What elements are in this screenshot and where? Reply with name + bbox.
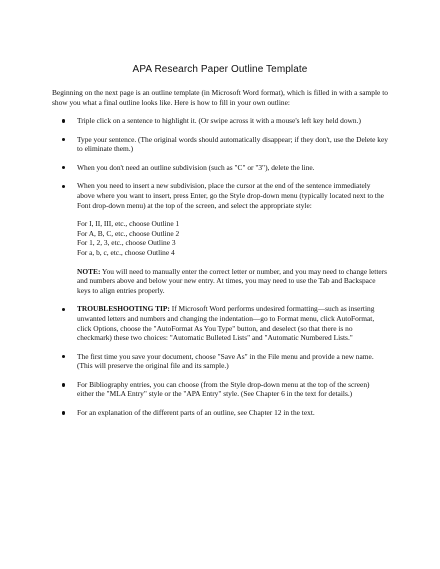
list-item-text: For an explanation of the different parts of an outline, see Chapter 12 in the text.	[77, 408, 315, 418]
list-item-text: The first time you save your document, choose "Save As" in the File menu and provide a new name. (This will preserve the original file and its sample.)	[77, 351, 374, 371]
bullet-icon	[62, 411, 65, 414]
document-title: APA Research Paper Outline Template	[132, 64, 308, 75]
bullet-icon	[62, 383, 65, 386]
bullet-icon	[62, 119, 65, 122]
bullet-icon	[62, 308, 65, 311]
list-item-text: When you need to insert a new subdivision, place the cursor at the end of the sentence immediately above where you want to insert, press Enter, go the Style drop-down menu (typically located next to the Font drop-down menu) at the top of the screen, and select the appropriate style:	[77, 181, 384, 210]
troubleshooting-label: TROUBLESHOOTING TIP:	[77, 304, 170, 314]
list-item	[52, 181, 388, 295]
list-item-text: Triple click on a sentence to highlight it. (Or swipe across it with a mouse's left key held down.)	[77, 116, 361, 125]
outline-choice-list	[77, 219, 388, 257]
list-item-text: For Bibliography entries, you can choose (from the Style drop-down menu at the top of the screen) either the "MLA Entry" style or the "APA Entry" style. (See Chapter 6 in the text for details.)	[77, 379, 370, 399]
list-item-text: Type your sentence. (The original words should automatically disappear; if they don't, use the Delete key to eliminate them.)	[77, 134, 388, 154]
list-item	[52, 163, 388, 173]
note-label: NOTE:	[77, 266, 101, 276]
list-item-text: If Microsoft Word performs undesired formatting—such as inserting unwanted letters and numbers and changing the indentation—go to Format menu, click AutoFormat, click Options, choose the "AutoFormat As You Type" button, and deselect (so that there is no checkmark) these two choices: "Automatic Bulleted Lists" and "Automatic Numbered Lists."	[77, 304, 375, 343]
bullet-icon	[62, 166, 65, 169]
outline-choice: For A, B, C, etc., choose Outline 2	[77, 228, 180, 238]
list-item	[52, 116, 388, 126]
list-item	[52, 380, 388, 399]
bullet-icon	[62, 185, 65, 188]
intro-paragraph: Beginning on the next page is an outline template (in Microsoft Word format), which is filled in with a sample to show you what a final outline looks like. Here is how to fill in your own outline:	[52, 88, 388, 107]
list-item	[52, 352, 388, 371]
list-item	[52, 135, 388, 154]
list-item	[52, 408, 388, 418]
outline-choice: For a, b, c, etc., choose Outline 4	[77, 247, 175, 257]
outline-choice: For 1, 2, 3, etc., choose Outline 3	[77, 238, 176, 248]
instruction-list	[52, 116, 388, 427]
list-item	[52, 304, 388, 342]
note-text: You will need to manually enter the correct letter or number, and you may need to change letters and numbers above and below your new entry. At times, you may need to use the Tab and Backspace keys to align entries properly.	[77, 266, 388, 295]
list-item-text: When you don't need an outline subdivision (such as "C" or "3"), delete the line.	[77, 162, 315, 172]
outline-choice: For I, II, III, etc., choose Outline 1	[77, 219, 180, 229]
note-paragraph	[77, 267, 388, 296]
bullet-icon	[62, 355, 65, 358]
bullet-icon	[62, 138, 65, 141]
